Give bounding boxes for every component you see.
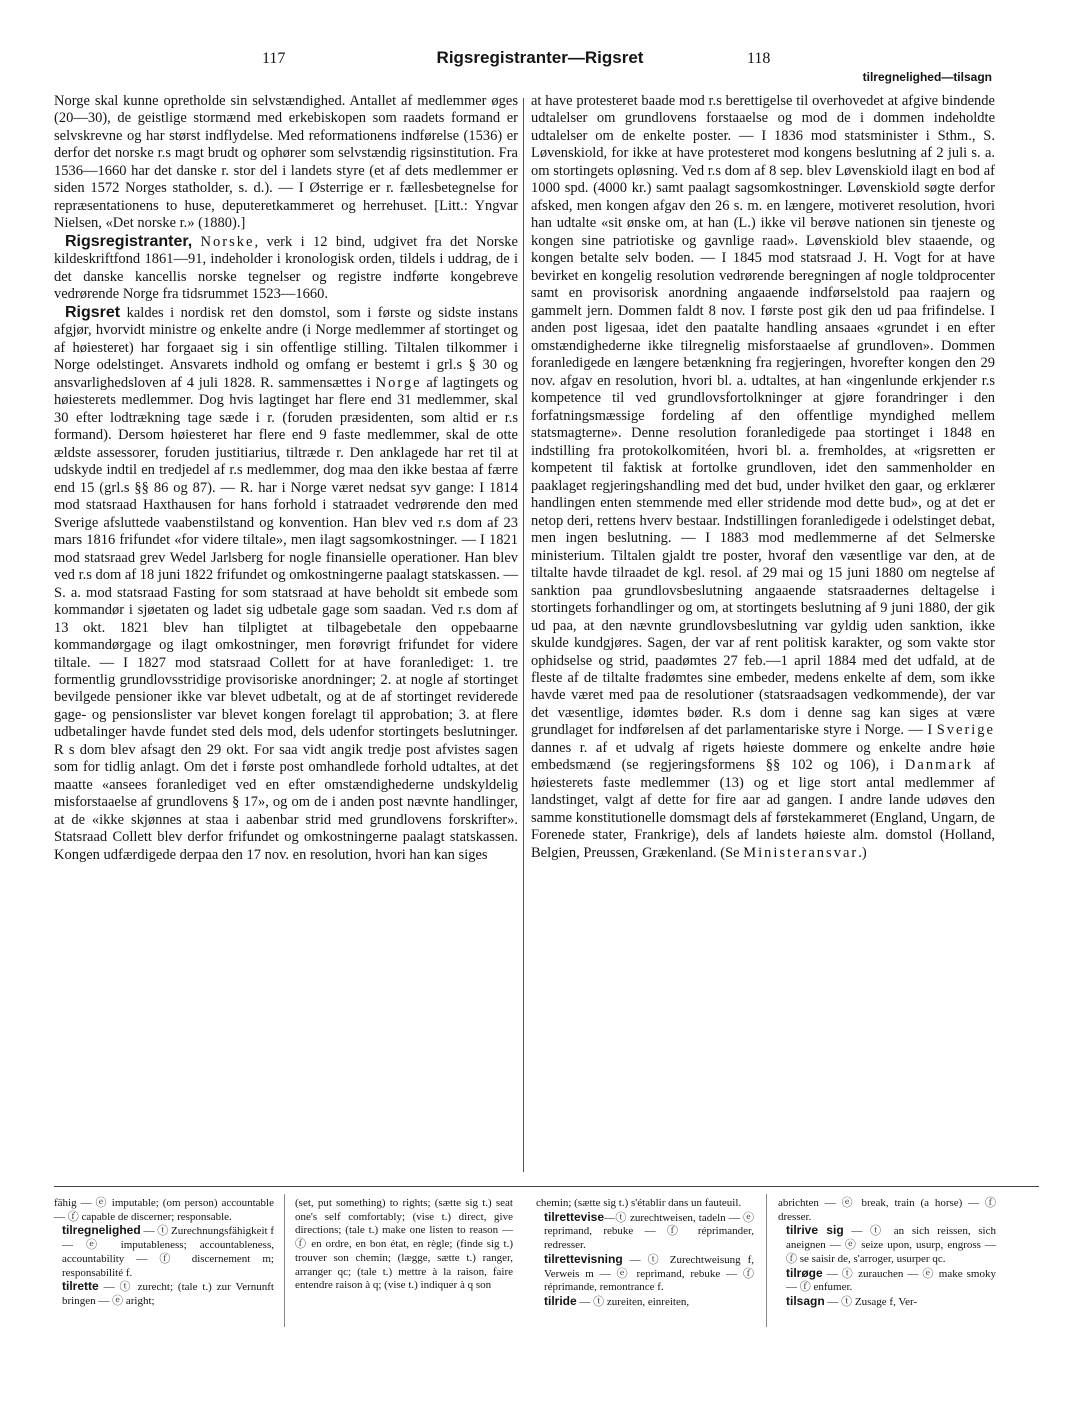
entry-headword: tilrive sig — [786, 1223, 844, 1238]
spaced-word: Danmark — [904, 757, 973, 774]
spaced-word: Norge — [375, 374, 422, 391]
column-divider — [523, 98, 524, 1172]
entry-text: chemin; (sætte sig t.) s'établir dans un fauteuil. — [536, 1197, 742, 1209]
entry-headword: tilsagn — [786, 1293, 825, 1308]
footnote-rule — [54, 1186, 1039, 1187]
paragraph-text: af høiesterets faste medlemmer (13) og et lige stort antal medlemmer af landstinget, valgt af dette for fire aar ad gangen. I andre lande udøves den samme konstitutionelle domsmagt dels af førstekammeret (England, Ungarn, de Forenede stater, Frankrige), dels af landets høieste alm. domstol (Holland, Belgien, Preussen, Grækenland. (Se — [531, 757, 995, 861]
paragraph-text: .) — [858, 844, 867, 861]
page-number-left: 117 — [262, 50, 286, 67]
footnote-column-3 — [536, 1197, 754, 1310]
footnote-divider — [284, 1194, 285, 1327]
dictionary-entry — [54, 1280, 274, 1308]
dictionary-entry — [778, 1295, 996, 1310]
left-column — [54, 93, 518, 864]
dictionary-entry — [54, 1197, 274, 1224]
dictionary-entry — [536, 1211, 754, 1253]
dictionary-entry — [536, 1295, 754, 1310]
article-rigsret — [54, 304, 518, 865]
dictionary-entry — [778, 1224, 996, 1266]
entry-headword: tilrettevise — [544, 1209, 605, 1224]
dictionary-entry — [295, 1197, 513, 1293]
article-rigsregistranter — [54, 233, 518, 304]
headword: Rigsret — [65, 303, 121, 321]
dictionary-entry — [54, 1224, 274, 1280]
spaced-word: Norske — [200, 233, 255, 250]
footnote-column-4 — [778, 1197, 996, 1310]
dictionary-entry — [778, 1197, 996, 1224]
footnote-catchwords: tilregnelighed—tilsagn — [862, 70, 992, 84]
headword: Rigsregistranter, — [65, 232, 193, 250]
page-number-right: 118 — [747, 50, 771, 67]
entry-text: — ⓣ zurauchen — ⓔ make smoky — ⓕ enfumer. — [786, 1267, 996, 1294]
entry-text: — ⓣ zureiten, einreiten, — [576, 1295, 690, 1308]
entry-headword: tilrøge — [786, 1265, 823, 1280]
paragraph-text: , verk i 12 bind, udgivet fra det Norske kildeskriftfond 1861—91, indeholder i kronologisk orden, tildels i uddrag, de i det danske kancellis norske tegnelser og registre indførte kongebreve vedrørende Norge fra tidsrummet 1523—1660. — [54, 233, 518, 303]
paragraph-text: af lagtingets og høiesterets medlemmer. Dog hvis lagtinget har flere end 31 medlemmer, skal 30 efter lodtrækning tage sæde i r. (foruden præsidenten, som altid er r.s formand). Dersom høiesteret har flere end 9 faste medlemmer, skal de otte ældste assessorer, foruden justitiarius, tiltræde r. Den anklagede har ret til at udskyde indtil en tredjedel af r.s medlemmer, dog maa den ikke bestaa af færre end 15 (grl.s §§ 86 og 87). — R. har i Norge været nedsat syv gange: I 1814 mod statsraad Haxthausen for hans forhold i statraadet vedrørende den med Sverige afsluttede vaabenstilstand og konvention. Han blev ved r.s dom af 23 mars 1816 frifundet «for videre tiltale», men ilagt sagsomkostninger. — I 1821 mod statsraad grev Wedel Jarlsberg for nogle finansielle operationer. Han blev ved r.s dom af 18 juni 1822 frifundet og omkostningerne paalagt statskassen. — S. a. mod statsraad Fasting for som statsraad at have beholdt sit embede som kommandør i sjøetaten og ladet sig udbetale gage som saadan. Ved r.s dom af 13 okt. 1821 blev han tilpligtet at tilbagebetale den oppebaarne kommandørgage og ilagt omkostninger, men forøvrigt frifundet for videre tiltale. — I 1827 mod statsraad Collett for at have foranlediget: 1. tre formentlig grundlovsstridige provisoriske anordninger; 2. at nogle af stortinget bevilgede pensioner ikke var blevet udbetalt, og at de af stortinget reviderede gage- og pensionslister var blevet kongen forelagt til approbation; 3. at flere udbetalinger havde fundet sted dels mod, dels udenfor stortingets beslutninger. R s dom blev afsagt den 29 okt. For saa vidt angik tredje post afvistes sagen som for tidlig anlagt. Om det i første post omhandlede forhold udtaltes, at det maatte «ansees foranlediget ved en efter omstændighederne undskyldelig misforstaaelse af grundlovens § 17», og om de i anden post nævnte handlinger, at de «ikke skjønnes at staa i aabenbar strid med grundlovens forskrifter». Statsraad Collett blev derfor frifundet og omkostningerne paalagt statskassen. Kongen udfærdigede derpaa den 17 nov. en resolution, hvori han kan siges — [54, 374, 518, 863]
dictionary-entry — [778, 1267, 996, 1295]
article-rigsraad-continuation — [54, 93, 518, 233]
footnote-divider — [766, 1194, 767, 1327]
paragraph-text: dannes r. af et udvalg af rigets høieste dommere og enkelte andre høie embedsmænd (se regjeringsformens §§ 102 og 106), i — [531, 739, 995, 774]
entry-text: — ⓣ zurecht; (tale t.) zur Vernunft bringen — ⓔ aright; — [62, 1281, 274, 1307]
entry-text: — ⓣ Zurechnungsfähigkeit f — ⓔ imputableness; accountableness, accountability — ⓕ discernement m; responsabilité f. — [62, 1225, 274, 1279]
entry-text: abrichten — ⓔ break, train (a horse) — ⓕ dresser. — [778, 1197, 996, 1223]
entry-headword: tilrettevisning — [544, 1251, 623, 1266]
entry-headword: tilride — [544, 1293, 577, 1308]
entry-headword: tilregnelighed — [62, 1223, 141, 1238]
dictionary-entry — [536, 1197, 754, 1211]
article-rigsret-continuation — [531, 93, 995, 862]
right-column — [531, 93, 995, 862]
entry-text: — ⓣ Zusage f, Ver- — [824, 1295, 918, 1308]
entry-text: — ⓣ an sich reissen, sich aneignen — ⓔ seize upon, usurp, engross — ⓕ se saisir de, s'arroger, usurper qc. — [786, 1225, 996, 1265]
entry-text: —ⓣ zurechtweisen, tadeln — ⓔ reprimand, rebuke — ⓕ réprimander, redresser. — [544, 1211, 754, 1252]
spaced-word: Sverige — [936, 722, 995, 739]
entry-text: — ⓣ Zurechtweisung f, Verweis m — ⓔ reprimand, rebuke — ⓕ réprimande, remontrance f. — [544, 1253, 754, 1294]
entry-text: (set, put something) to rights; (sætte sig t.) seat one's self comfortably; (vise t.) direct, give directions; (tale t.) make one listen to reason — ⓕ en ordre, en bon état, en règle; (finde sig t.) trouver son chemin; (lægge, sætte t.) ranger, arranger qc; (tale t.) mettre à la raison, faire entendre raison à q; (vise t.) indiquer à q son — [295, 1197, 513, 1292]
dictionary-entry — [536, 1253, 754, 1295]
paragraph-text: Norge skal kunne opretholde sin selvstændighed. Antallet af medlemmer øges (20—30), de geistlige stormænd med erkebiskopen som raadets formand er selvskrevne og har størst indflydelse. Med reformationens indførelse (1536) er derfor det norske r.s magt brudt og ophører som selvstændig rigsinstitution. Fra 1536—1660 har det danske r. stor del i landets styre (et af dets medlemmer er siden 1572 Norges statholder, s. d.). — I Østerrige er r. fællesbetegnelse for repræsentationens to huse, deputeretkammeret og herrehuset. [Litt.: Yngvar Nielsen, «Det norske r.» (1880).] — [54, 93, 518, 232]
entry-text: fähig — ⓔ imputable; (om person) accountable — ⓕ capable de discerner; responsable. — [54, 1197, 274, 1223]
entry-headword: tilrette — [62, 1279, 99, 1294]
paragraph-text: at have protesteret baade mod r.s berettigelse til overhovedet at afgive bindende udtalelser om grundlovens forstaaelse og mod de i dommen indeholdte udtalelser om de enkelte poster. — I 1836 mod statsminister i Sthm., S. Løvenskiold, for ikke at have protesteret mod kongens beslutning af 2 juli s. a. om stortingets opløsning. Ved r.s dom af 8 sep. blev Løvenskiold ilagt en bod af 1000 spd. (4000 kr.) samt paalagt sagsomkostninger. Løvenskiold søgte derfor afsked, men kongen afgav den 26 s. m. en længere, motiveret resolution, hvori han udtalte «sit ønske om, at han (L.) ikke vil berøve nationen sin tjeneste og kongen sine patriotiske og gavnlige raad». Løvenskiold blev staaende, og kongen betalte selv boden. — I 1845 mod statsraad J. H. Vogt for at have bevirket en kongelig resolution vedrørende beregningen af nogle toldprocenter samt en provisorisk anordning angaaende indførselstold paa raajern og gammelt jern. Dommen faldt 8 nov. I første post gik den ud paa frifindelse. I anden post ligesaa, idet den paatalte handling ansaaes «grundet i en efter omstændighederne ikke tilregnelig misforstaaelse af grundloven». Dommen foranledigede en længere betænkning fra regjeringen, hvorefter kongen den 29 nov. afgav en resolution, hvori bl. a. udtaltes, at han «ingenlunde erkjender r.s kompetence til ved grundlovsfortolkninger at gjøre forandringer i den forfatningsmæssige fordeling af den offentlige myndighed mellem statsmagterne». Denne resolution foranledigede paa stortinget i 1848 en indstilling fra protokolkomitéen, hvori bl. a. fremholdes, at «rigsretten er kompetent til faktisk at fortolke grundloven, idet den sammenholder en paaklaget regjeringshandling med det bud, under hvilket den gaar, og erklærer handlingen enten stemmende med eller stridende mod dette bud», og at det er netop deri, rettens hverv bestaar. Indstillingen foranledigede i odelstinget debat, men ingen beslutning. — I 1883 mod medlemmerne af det Selmerske ministerium. Tiltalen gjaldt tre poster, hvoraf den væsentlige var den, at de tiltalte havde tilraadet de kgl. resol. af 29 mai og 15 juni 1880 om negtelse af sanktion paa grundlovsbeslutning angaaende statsraadernes deltagelse i stortingets forhandlinger og om, at stortingets beslutning af 9 juni 1880, der gik ud paa, at den nævnte grundlovsbeslutning var gyldig uden sanktion, ikke skulde kundgjøres. Sagen, der var af rent politisk karakter, og som vakte stor ophidselse og strid, paadømtes 27 feb.—1 april 1884 med det udfald, at de fleste af de tiltalte fradømtes sine embeder, medens enkelte af dem, som ikke havde været med paa de resolutioner (statsraadsagen vedkommende), der var det væsentlige, idømtes bøder. R.s dom i denne sag kan siges at være grundlaget for indførelsen af det parlamentariske styre i Norge. — I — [531, 93, 995, 739]
footnote-column-1 — [54, 1197, 274, 1309]
footnote-column-2 — [295, 1197, 513, 1293]
cross-reference-link[interactable]: Ministeransvar — [743, 844, 859, 861]
running-head: Rigsregistranter—Rigsret — [436, 48, 644, 67]
paragraph-text: kaldes i nordisk ret den domstol, som i første og sidste instans afgjør, hvorvidt ministre og enkelte andre (i Norge medlemmer af stortinget og af høiesteret) har forgaaet sig i sin offentlige stilling. Tiltalen tilkommer i Norge odelstinget. Ansvarets indhold og omfang er bestemt i grl.s § 30 og ansvarlighedsloven af 4 juli 1828. R. sammensættes i — [54, 304, 518, 391]
